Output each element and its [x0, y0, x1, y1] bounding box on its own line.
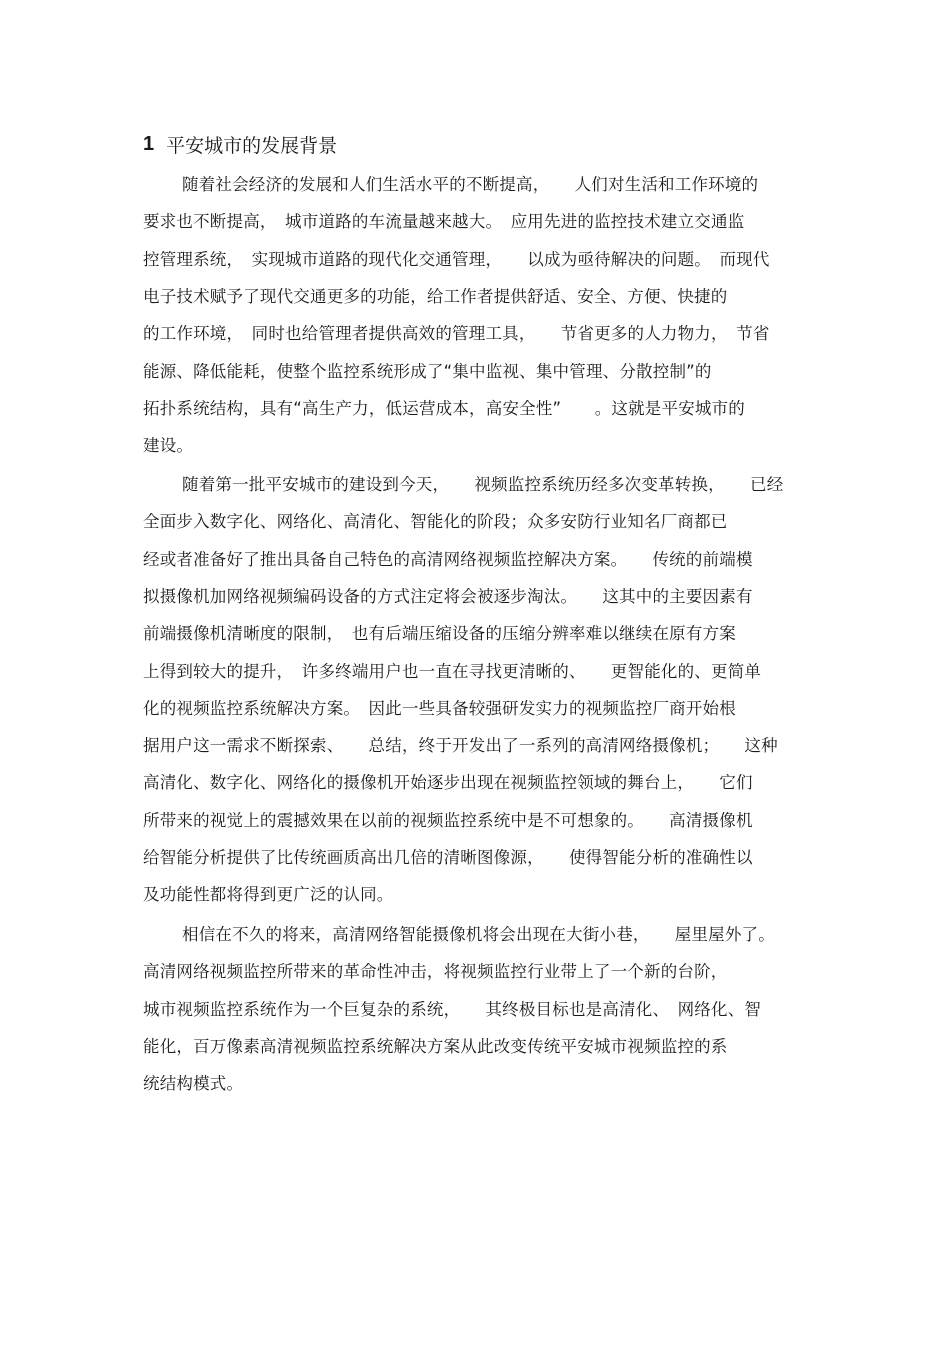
paragraph-line: 控管理系统， 实现城市道路的现代化交通管理， 以成为亟待解决的问题。 而现代	[143, 249, 770, 269]
section-heading	[143, 128, 337, 160]
paragraph-line: 城市视频监控系统作为一个巨复杂的系统， 其终极目标也是高清化、 网络化、智	[143, 999, 762, 1019]
paragraph-line: 前端摄像机清晰度的限制， 也有后端压缩设备的压缩分辨率难以继续在原有方案	[143, 624, 736, 644]
section-title: 平安城市的发展背景	[166, 134, 338, 157]
paragraph-line: 统结构模式。	[143, 1074, 244, 1094]
paragraph-line: 相信在不久的将来，高清网络智能摄像机将会出现在大街小巷， 屋里屋外了。	[182, 925, 775, 944]
paragraph-line: 给智能分析提供了比传统画质高出几倍的清晰图像源， 使得智能分析的准确性以	[143, 848, 753, 867]
paragraph-line: 随着第一批平安城市的建设到今天， 视频监控系统历经多次变革转换， 已经	[182, 475, 784, 494]
paragraph-line: 全面步入数字化、网络化、高清化、智能化的阶段；众多安防行业知名厂商都已	[143, 512, 728, 532]
paragraph-line: 的工作环境， 同时也给管理者提供高效的管理工具， 节省更多的人力物力， 节省	[143, 324, 770, 344]
paragraph-line: 化的视频监控系统解决方案。 因此一些具备较强研发实力的视频监控厂商开始根	[143, 698, 736, 718]
section-number: 1	[143, 132, 155, 155]
paragraph-line: 随着社会经济的发展和人们生活水平的不断提高， 人们对生活和工作环境的	[182, 175, 759, 194]
paragraph-line: 经或者准备好了推出具备自己特色的高清网络视频监控解决方案。 传统的前端模	[143, 549, 753, 569]
paragraph-line: 建设。	[143, 436, 194, 456]
paragraph-line: 所带来的视觉上的震撼效果在以前的视频监控系统中是不可想象的。 高清摄像机	[143, 810, 753, 830]
paragraph-line: 拟摄像机加网络视频编码设备的方式注定将会被逐步淘汰。 这其中的主要因素有	[143, 586, 753, 606]
paragraph-line: 高清化、数字化、网络化的摄像机开始逐步出现在视频监控领域的舞台上， 它们	[143, 773, 753, 793]
paragraph-line: 要求也不断提高， 城市道路的车流量越来越大。 应用先进的监控技术建立交通监	[143, 212, 745, 232]
paragraph-line: 及功能性都将得到更广泛的认同。	[143, 885, 394, 905]
paragraph-line: 拓扑系统结构，具有“高生产力，低运营成本，高安全性” 。这就是平安城市的	[143, 398, 745, 418]
paragraph-line: 电子技术赋予了现代交通更多的功能，给工作者提供舒适、安全、方便、快捷的	[143, 286, 728, 306]
paragraph-line: 高清网络视频监控所带来的革命性冲击，将视频监控行业带上了一个新的台阶，	[143, 962, 728, 982]
paragraph-line: 能化，百万像素高清视频监控系统解决方案从此改变传统平安城市视频监控的系	[143, 1036, 728, 1056]
paragraph-line: 能源、降低能耗，使整个监控系统形成了“集中监视、集中管理、分散控制”的	[143, 361, 712, 381]
paragraph-line: 据用户这一需求不断探索、 总结，终于开发出了一系列的高清网络摄像机； 这种	[143, 736, 778, 756]
paragraph-line: 上得到较大的提升， 许多终端用户也一直在寻找更清晰的、 更智能化的、更简单	[143, 661, 762, 681]
